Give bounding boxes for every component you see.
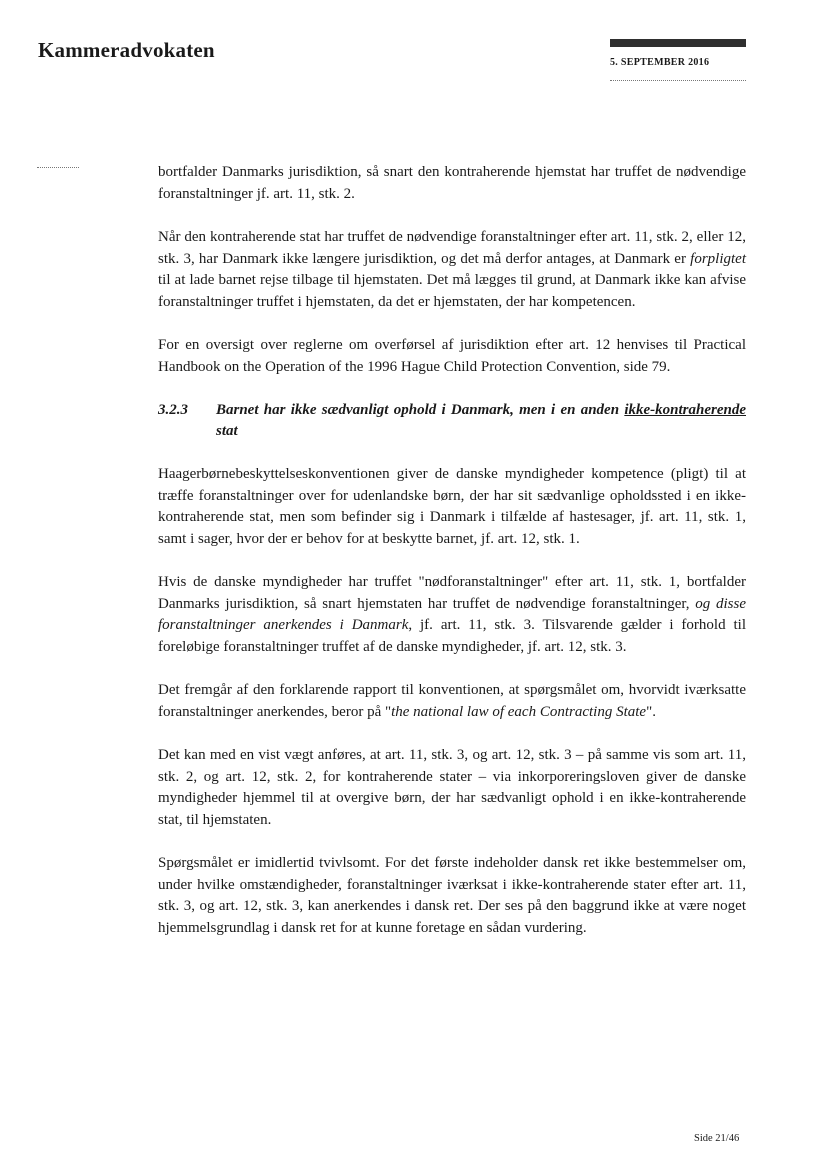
- paragraph-3: For en oversigt over reglerne om overførsel af jurisdiktion efter art. 12 henvises til Practical Handbook on the Operation of the 1996 Hague Child Protection Convention, side 79.: [158, 337, 746, 375]
- document-date: 5. SEPTEMBER 2016: [610, 57, 710, 68]
- emphasis-anerkendes: og disse foranstaltninger anerkendes i Danmark: [158, 595, 746, 633]
- paragraph-1: bortfalder Danmarks jurisdiktion, så snart den kontraherende hjemstat har truffet de nødvendige foranstaltninger jf. art. 11, stk. 2.: [158, 164, 746, 202]
- section-number: 3.2.3: [158, 402, 188, 418]
- logo: Kammeradvokaten: [38, 38, 215, 62]
- section-title: Barnet har ikke sædvanligt ophold i Danmark, men i en anden ikke-kontraherende stat: [216, 402, 746, 439]
- paragraph-7: Det kan med en vist vægt anføres, at art. 11, stk. 3, og art. 12, stk. 3 – på samme vis som art. 11, stk. 2, og art. 12, stk. 2, for kontraherende stater – via inkorporeringsloven giver de danske myndigheder hjemmel til at overgive børn, der har sædvanligt ophold i en ikke-kontraherende stat, til hjemstaten.: [158, 747, 746, 828]
- paragraph-5: Hvis de danske myndigheder har truffet "nødforanstaltninger" efter art. 11, stk. 1, bortfalder Danmarks jurisdiktion, så snart hjemstaten har truffet de nødvendige foranstaltninger, og disse foranstaltninger anerkendes i Danmark, jf. art. 11, stk. 3. Tilsvarende gælder i forhold til foreløbige foranstaltninger truffet af de danske myndigheder, jf. art. 12, stk. 3.: [158, 574, 746, 655]
- paragraph-2: Når den kontraherende stat har truffet de nødvendige foranstaltninger efter art. 11, stk. 2, eller 12, stk. 3, har Danmark ikke længere jurisdiktion, og det må derfor antages, at Danmark er forpligtet til at lade barnet rejse tilbage til hjemstaten. Det må lægges til grund, at Danmark ikke kan afvise foranstaltninger truffet i hjemstaten, da det er hjemstaten, der har kompetencen.: [158, 229, 746, 310]
- document-body: [158, 162, 746, 961]
- paragraph-4: Haagerbørnebeskyttelseskonventionen giver de danske myndigheder kompetence (pligt) til at træffe foranstaltninger over for udenlandske børn, der har sit sædvanlige opholdssted i en ikke-kontraherende stat, men som befinder sig i Danmark i tilfælde af hastesager, jf. art. 11, stk. 1, samt i sager, hvor der er behov for at beskytte barnet, jf. art. 12, stk. 1.: [158, 466, 746, 547]
- emphasis-quote: the national law of each Contracting State: [391, 703, 647, 720]
- section-title-underlined: ikke-kontraherende: [624, 402, 746, 418]
- date-divider: [610, 80, 746, 81]
- paragraph-8: Spørgsmålet er imidlertid tvivlsomt. For det første indeholder dansk ret ikke bestemmelser om, under hvilke omstændigheder, foranstaltninger iværksat i ikke-kontraherende stater efter art. 11, stk. 3, og art. 12, stk. 3, kan anerkendes i dansk ret. Der ses på den baggrund ikke at være noget hjemmelsgrundlag i dansk ret for at kunne foretage en sådan vurdering.: [158, 855, 746, 936]
- emphasis-forpligtet: forpligtet: [690, 250, 746, 267]
- paragraph-6: Det fremgår af den forklarende rapport til konventionen, at spørgsmålet om, hvorvidt iværksatte foranstaltninger anerkendes, beror på "the national law of each Contracting State".: [158, 682, 746, 720]
- date-bar: [610, 39, 746, 47]
- margin-divider: [37, 167, 79, 168]
- section-heading: [158, 400, 746, 442]
- page-number: Side 21/46: [694, 1133, 740, 1144]
